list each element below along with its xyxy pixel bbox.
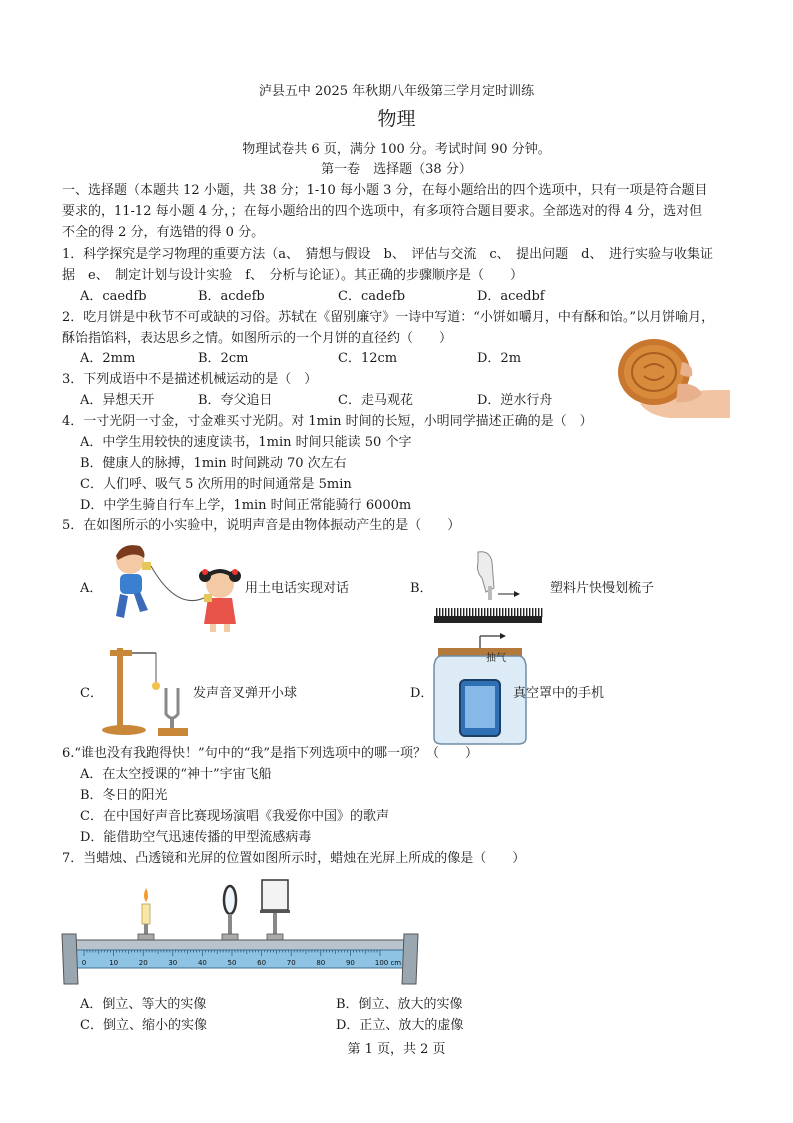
q2-option-b: B．2cm [198,351,249,366]
comb-tooth [487,608,488,617]
q7-option-d: D．正立、放大的虚像 [336,1018,464,1033]
comb-tooth [481,608,482,617]
q5-letter-a: A． [80,581,103,596]
q4-option-d: D．中学生骑自行车上学，1min 时间正常能骑行 6000m [80,498,412,513]
comb-tooth [442,608,443,617]
comb-tooth [496,608,497,617]
q1-option-c: C．cadefb [338,289,406,304]
mooncake-image [600,332,730,418]
instructions-line-3: 不全的得 2 分，有选错的得 0 分。 [62,225,265,240]
exam-title: 泸县五中 2025 年秋期八年级第三学月定时训练 [258,84,535,99]
q3-option-c: C．走马观花 [338,393,413,408]
q5-caption-b: 塑料片快慢划梳子 [550,581,655,596]
q2-option-a: A．2mm [80,351,136,366]
comb-tooth [499,608,500,617]
exam-info: 物理试卷共 6 页，满分 100 分。考试时间 90 分钟。 [242,142,551,157]
comb-tooth [484,608,485,617]
tin-can-phone-image [106,540,242,634]
q7-option-c: C．倒立、缩小的实像 [80,1018,207,1033]
comb-tooth [439,608,440,617]
q3-option-a: A．异想天开 [80,393,155,408]
q7-option-a: A．倒立、等大的实像 [80,997,207,1012]
q6-option-b: B．冬日的阳光 [80,788,168,803]
comb-tooth [460,608,461,617]
q1-option-d: D．acedbf [477,289,545,304]
comb-tooth [475,608,476,617]
q4-stem: 4．一寸光阴一寸金，寸金难买寸光阴。对 1min 时间的长短，小明同学描述正确的是（ ） [62,414,593,429]
comb-tooth [523,608,524,617]
comb-tooth [520,608,521,617]
page-footer: 第 1 页，共 2 页 [347,1042,446,1057]
comb-tooth [457,608,458,617]
q6-option-c: C．在中国好声音比赛现场演唱《我爱你中国》的歌声 [80,809,389,824]
tuning-fork-ball-image [100,644,192,738]
section-heading: 第一卷 选择题（38 分） [321,162,472,177]
q2-option-d: D．2m [477,351,522,366]
ruler-tick-label: 30 [168,959,178,967]
comb-tooth [466,608,467,617]
ruler-tick-label: 100 cm [374,959,402,967]
comb-tooth [502,608,503,617]
comb-tooth [535,608,536,617]
q1-stem-line-1: 1．科学探究是学习物理的重要方法（a、 猜想与假设 b、 评估与交流 c、 提出问题 d、 进行实验与收集证 [62,247,713,262]
instructions-line-2: 要求的，11-12 每小题 4 分，；在每小题给出的四个选项中，有多项符合题目要求。全部选对的得 4 分，选对但 [62,204,703,219]
ruler-tick-label: 10 [109,959,119,967]
q4-option-c: C．人们呼、吸气 5 次所用的时间通常是 5min [80,477,352,492]
ruler-tick-label: 50 [227,959,237,967]
comb-tooth [532,608,533,617]
comb-tooth [508,608,509,617]
q3-option-b: B．夸父追日 [198,393,273,408]
ruler-tick-label: 80 [316,959,326,967]
q5-caption-d: 真空罩中的手机 [513,686,605,701]
q5-letter-d: D． [410,686,434,701]
comb-tooth [445,608,446,617]
q5-caption-a: 用土电话实现对话 [245,581,350,596]
q6-option-a: A．在太空授课的“神十”宇宙飞船 [80,767,272,782]
q6-stem: 6.“谁也没有我跑得快！”句中的“我”是指下列选项中的哪一项？（ ） [62,746,478,761]
ruler-tick-label: 60 [257,959,267,967]
q2-stem-line-2: 酥饴指馅料，表达思乡之情。如图所示的一个月饼的直径约（ ） [62,331,453,346]
optical-bench-image [62,874,418,986]
comb-tooth [541,608,542,617]
comb-tooth [478,608,479,617]
q5-letter-b: B． [410,581,433,596]
instructions-line-1: 一、选择题（本题共 12 小题，共 38 分；1-10 每小题 3 分，在每小题给出的四个选项中，只有一项是符合题目 [62,183,708,198]
comb-tooth [454,608,455,617]
q6-option-d: D．能借助空气迅速传播的甲型流感病毒 [80,830,312,845]
ruler-tick-label: 40 [197,959,207,967]
ruler-tick-label: 70 [286,959,296,967]
comb-tooth [451,608,452,617]
q1-option-b: B．acdefb [198,289,265,304]
comb-tooth [448,608,449,617]
q1-stem-line-2: 据 e、 制定计划与设计实验 f、 分析与论证）。其正确的步骤顺序是（ ） [62,268,524,283]
q3-stem: 3．下列成语中不是描述机械运动的是（ ） [62,372,318,387]
comb-tooth [538,608,539,617]
comb-tooth [493,608,494,617]
comb-tooth [505,608,506,617]
comb-tooth [436,608,437,617]
comb-tooth [517,608,518,617]
q4-option-b: B．健康人的脉搏，1min 时间跳动 70 次左右 [80,456,347,471]
comb-tooth [514,608,515,617]
q7-stem: 7．当蜡烛、凸透镜和光屏的位置如图所示时，蜡烛在光屏上所成的像是（ ） [62,851,526,866]
q5-caption-c: 发声音叉弹开小球 [193,686,298,701]
q4-option-a: A．中学生用较快的速度读书，1min 时间只能读 50 个字 [80,435,412,450]
q2-option-c: C．12cm [338,351,398,366]
comb-tooth [472,608,473,617]
ruler-tick-label: 90 [345,959,355,967]
ruler-tick-label: 20 [138,959,148,967]
comb-tooth [529,608,530,617]
q2-stem-line-1: 2．吃月饼是中秋节不可或缺的习俗。苏轼在《留别廉守》一诗中写道：“小饼如嚼月，中有酥和饴。”以月饼喻月， [62,310,715,325]
comb-tooth [490,608,491,617]
q5-letter-c: C． [80,686,103,701]
q1-option-a: A．caedfb [80,289,147,304]
comb-tooth [526,608,527,617]
ruler-tick-label: 0 [81,959,87,967]
q5-stem: 5．在如图所示的小实验中，说明声音是由物体振动产生的是（ ） [62,518,461,533]
comb-and-plastic-image [432,548,544,624]
comb-tooth [511,608,512,617]
pump-label: 抽气 [486,653,506,664]
subject-title: 物理 [377,108,416,130]
q7-option-b: B．倒立、放大的实像 [336,997,463,1012]
comb-tooth [469,608,470,617]
q3-option-d: D．逆水行舟 [477,393,553,408]
comb-tooth [463,608,464,617]
